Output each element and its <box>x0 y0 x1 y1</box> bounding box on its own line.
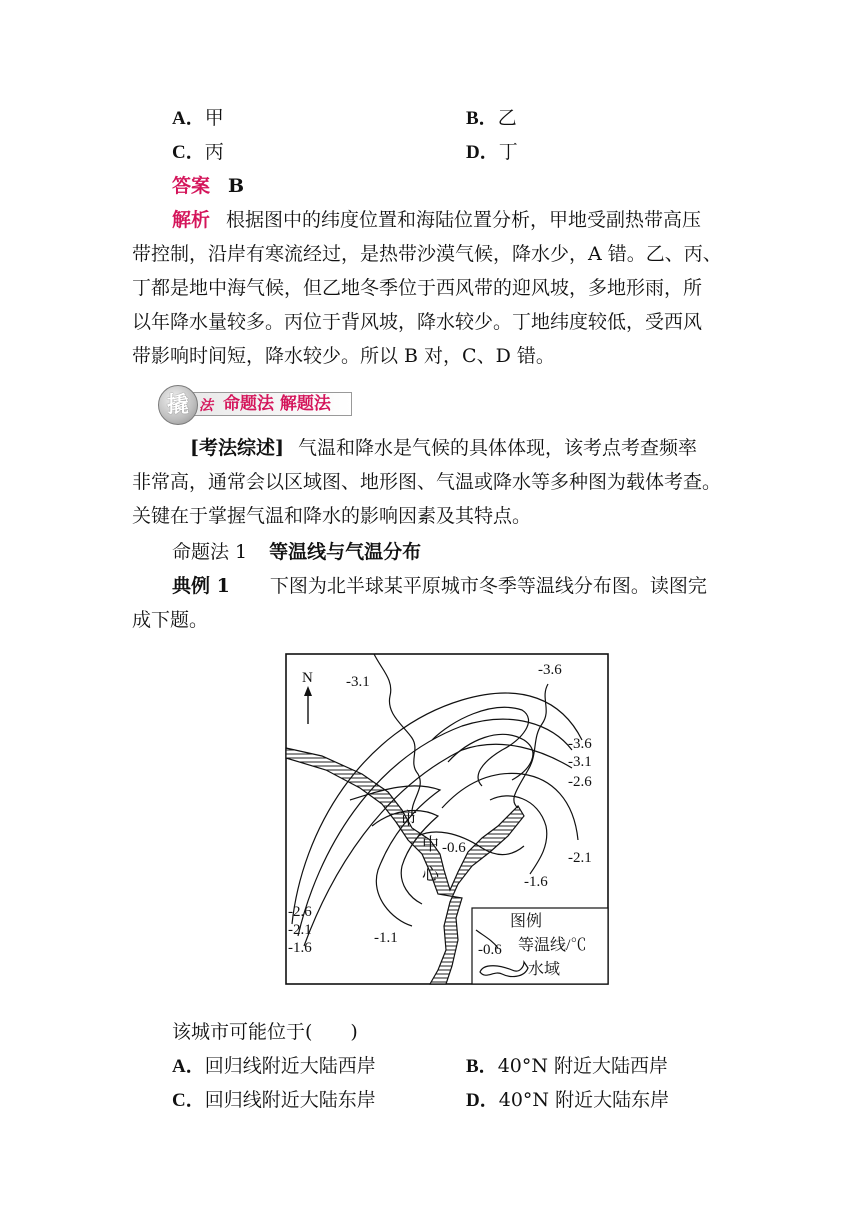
city-center-char: 心 <box>422 865 439 884</box>
option-text: 丙 <box>204 141 224 163</box>
answer-value: B <box>228 175 245 197</box>
section-badge-fa: 法 <box>199 398 213 414</box>
question-option-a <box>172 1054 376 1079</box>
legend-isotherm-sample: -0.6 <box>478 942 502 958</box>
example1-label: 典例 1 <box>172 575 230 597</box>
analysis-line-5: 带影响时间短，降水较少。所以 B 对，C、D 错。 <box>132 345 555 367</box>
isotherm-label: -2.1 <box>568 850 592 866</box>
isotherm-label: -3.1 <box>568 754 592 770</box>
option-letter: C． <box>172 1090 205 1111</box>
prev-option-a <box>172 106 224 131</box>
overview-line-3: 关键在于掌握气温和降水的影响因素及其特点。 <box>132 505 532 527</box>
option-letter: B． <box>466 108 498 129</box>
overview-line-1 <box>190 436 697 460</box>
example1-line-2: 成下题。 <box>132 609 209 631</box>
answer-label: 答案 <box>172 175 211 197</box>
question-stem: 该城市可能位于( ) <box>172 1021 358 1043</box>
option-text: 回归线附近大陆西岸 <box>204 1055 376 1077</box>
prev-option-d <box>466 140 518 165</box>
isotherm-label: -0.6 <box>442 840 466 856</box>
overview-text: 气温和降水是气候的具体体现，该考点考查频率 <box>297 437 697 459</box>
section-badge-bar <box>190 392 352 416</box>
option-text: 甲 <box>204 107 224 129</box>
method1-label: 命题法 1 <box>172 541 248 563</box>
isotherm-label: -3.6 <box>568 736 592 752</box>
option-text: 丁 <box>498 141 518 163</box>
isotherm-label: -1.6 <box>288 940 312 956</box>
prev-option-b <box>466 106 517 131</box>
option-letter: C． <box>172 142 205 163</box>
section-badge-icon: 撬 <box>158 385 198 425</box>
legend-title: 图例 <box>510 913 543 930</box>
isotherm-map <box>262 640 622 1000</box>
isotherm-label: -2.6 <box>288 904 312 920</box>
overview-line-2: 非常高，通常会以区域图、地形图、气温或降水等多种图为载体考查。 <box>132 471 722 493</box>
overview-label: [考法综述] <box>190 437 284 459</box>
option-letter: A． <box>172 108 205 129</box>
isotherm-label: -3.1 <box>346 674 370 690</box>
option-letter: D． <box>466 1090 499 1111</box>
analysis-line-1 <box>172 208 701 232</box>
isotherm-map-svg <box>262 640 622 1000</box>
section-badge <box>158 385 358 425</box>
section-badge-title: 命题法 解题法 <box>223 394 331 414</box>
legend-isotherm-label: 等温线/℃ <box>518 937 587 954</box>
option-text: 乙 <box>497 107 517 129</box>
method1-title: 等温线与气温分布 <box>269 541 422 563</box>
analysis-line-3: 丁都是地中海气候，但乙地冬季位于西风带的迎风坡，多地形雨，所 <box>132 277 703 299</box>
example1-text: 下图为北半球某平原城市冬季等温线分布图。读图完 <box>269 575 707 597</box>
analysis-line-4: 以年降水量较多。丙位于背风坡，降水较少。丁地纬度较低，受西风 <box>132 311 703 333</box>
answer-line <box>172 174 244 198</box>
isotherm-label: -1.1 <box>374 930 398 946</box>
prev-option-c <box>172 140 224 165</box>
question-option-d <box>466 1088 669 1113</box>
question-option-c <box>172 1088 376 1113</box>
option-letter: D． <box>466 142 499 163</box>
option-text: 40°N 附近大陆西岸 <box>497 1055 669 1077</box>
isotherm-label: -2.1 <box>288 922 312 938</box>
method1-line <box>172 540 421 564</box>
option-letter: B． <box>466 1056 498 1077</box>
analysis-label: 解析 <box>172 209 211 231</box>
question-option-b <box>466 1054 668 1079</box>
option-letter: A． <box>172 1056 205 1077</box>
legend-water-label: 水域 <box>528 961 561 978</box>
city-center-char: 市 <box>400 809 417 828</box>
analysis-line-2: 带控制，沿岸有寒流经过，是热带沙漠气候，降水少，A 错。乙、丙、 <box>132 243 722 265</box>
example1-line-1 <box>172 574 707 598</box>
isotherm-label: -1.6 <box>524 874 548 890</box>
north-label: N <box>302 670 313 686</box>
isotherm-label: -3.6 <box>538 662 562 678</box>
analysis-text: 根据图中的纬度位置和海陆位置分析，甲地受副热带高压 <box>226 209 702 231</box>
isotherm-label: -2.6 <box>568 774 592 790</box>
city-center-char: 中 <box>422 835 439 854</box>
option-text: 回归线附近大陆东岸 <box>204 1089 376 1111</box>
option-text: 40°N 附近大陆东岸 <box>498 1089 670 1111</box>
